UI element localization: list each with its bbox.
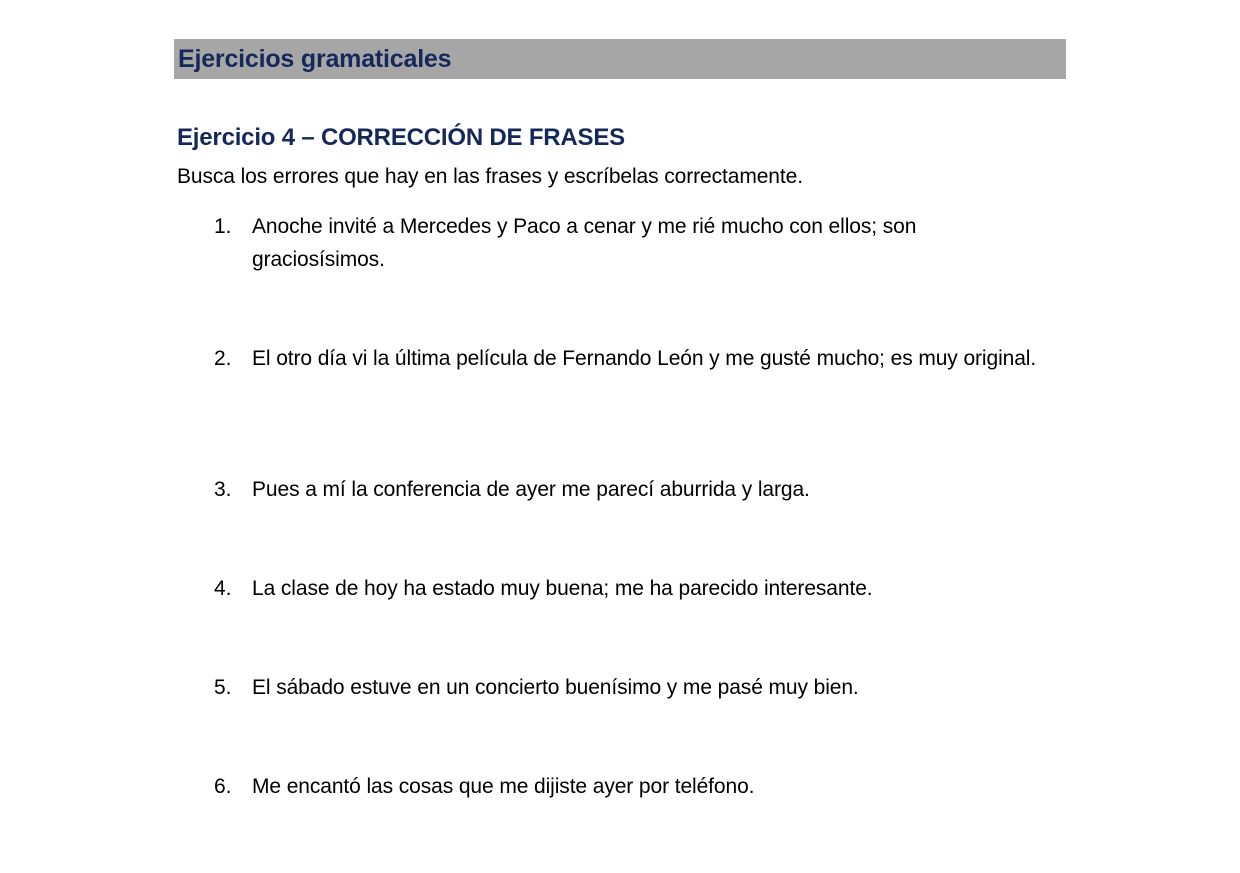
section-banner [174, 39, 1066, 79]
item-number: 6. [214, 775, 232, 798]
exercise-instruction: Busca los errores que hay en las frases y escríbelas correctamente. [177, 165, 803, 188]
item-number: 4. [214, 577, 232, 600]
item-text: Anoche invité a Mercedes y Paco a cenar y me rié mucho con ellos; son graciosísimos. [252, 215, 917, 271]
section-title: Ejercicios gramaticales [178, 44, 452, 73]
item-number: 5. [214, 676, 232, 699]
item-text: Pues a mí la conferencia de ayer me parecí aburrida y larga. [252, 478, 810, 501]
item-text: El otro día vi la última película de Fernando León y me gusté mucho; es muy original. [252, 347, 1037, 370]
item-text: El sábado estuve en un concierto buenísimo y me pasé muy bien. [252, 676, 859, 699]
item-text: Me encantó las cosas que me dijiste ayer por teléfono. [252, 775, 755, 798]
item-number: 1. [214, 215, 232, 238]
item-text: La clase de hoy ha estado muy buena; me ha parecido interesante. [252, 577, 873, 600]
item-number: 2. [214, 347, 232, 370]
item-number: 3. [214, 478, 232, 501]
exercise-title: Ejercicio 4 – CORRECCIÓN DE FRASES [177, 124, 625, 151]
